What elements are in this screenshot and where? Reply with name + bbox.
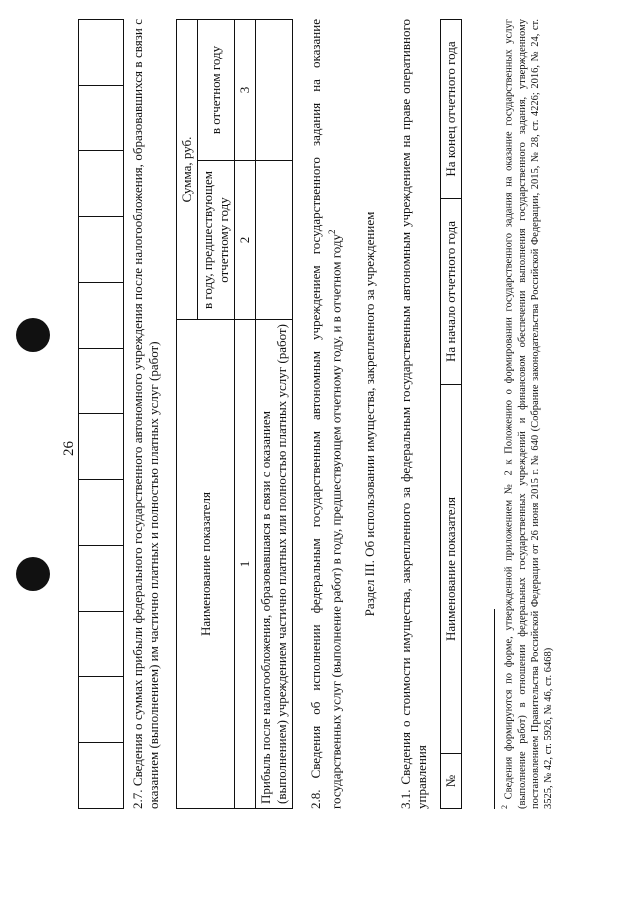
property-table bbox=[440, 19, 462, 809]
col-end-year: На конец отчетного года bbox=[441, 20, 462, 199]
profit-row-label: Прибыль после налогообложения, образовавшаяся в связи с оказанием (выполнением) учреждением частично платных или полностью платных услуг (работ) bbox=[256, 320, 293, 809]
col-cur-header: в отчетном году bbox=[198, 20, 235, 161]
page-number: 26 bbox=[61, 441, 77, 456]
col-start-year: На начало отчетного года bbox=[441, 198, 462, 384]
profit-prev-value bbox=[256, 161, 293, 320]
col-indicator-name: Наименование показателя bbox=[441, 385, 462, 754]
section-2-8-body: 2.8. Сведения об исполнении федеральным государственным автономным учреждением государственного задания на оказание государственных услуг (выполнение работ) в году, предшествующем отчетному году, и в отчетном году bbox=[308, 19, 344, 809]
footnote-mark: 2 bbox=[500, 805, 509, 809]
section-2-8-text bbox=[308, 19, 344, 809]
col-num-3: 3 bbox=[235, 20, 256, 161]
rotated-page-content bbox=[100, 0, 640, 905]
punch-hole-bottom bbox=[16, 557, 50, 591]
punch-hole-top bbox=[16, 318, 50, 352]
col-num-1: 1 bbox=[235, 320, 256, 809]
section-3-1-text: 3.1. Сведения о стоимости имущества, закрепленного за федеральным государственным автономным учреждением на праве оперативного управления bbox=[398, 19, 429, 809]
col-name-header: Наименование показателя bbox=[177, 320, 235, 809]
col-prev-header: в году, предшествующем отчетному году bbox=[198, 161, 235, 320]
footnote bbox=[498, 19, 555, 809]
footnote-ref: 2 bbox=[327, 229, 337, 234]
footnote-separator bbox=[494, 609, 495, 809]
profit-table bbox=[176, 19, 293, 809]
col-num-2: 2 bbox=[235, 161, 256, 320]
sum-header: Сумма, руб. bbox=[177, 20, 198, 320]
col-no: № bbox=[441, 754, 462, 809]
continued-table-strip bbox=[78, 19, 124, 809]
section-iii-title: Раздел III. Об использовании имущества, закрепленного за учреждением bbox=[362, 211, 377, 617]
section-2-7-text: 2.7. Сведения о суммах прибыли федерального государственного автономного учреждения после налогообложения, образовавшихся в связи с оказанием (выполнением) им частично платных и полностью платных услуг (работ) bbox=[130, 19, 161, 809]
footnote-text: Сведения формируются по форме, утвержденной приложением № 2 к Положению о формировании государственного задания на оказание государственных услуг (выполнение работ) в отношении федеральных государственных учреждений и финансовом обеспечении выполнения государственного задания, утвержденному постановлением Правительства Российской Федерации от 26 июня 2015 г. № 640 (Собрание законодательства Российской Федерации, 2015, № 28, ст. 4226; 2016, № 24, ст. 3525, № 42, ст. 5926, № 46, ст. 6468) bbox=[503, 18, 554, 809]
profit-cur-value bbox=[256, 20, 293, 161]
